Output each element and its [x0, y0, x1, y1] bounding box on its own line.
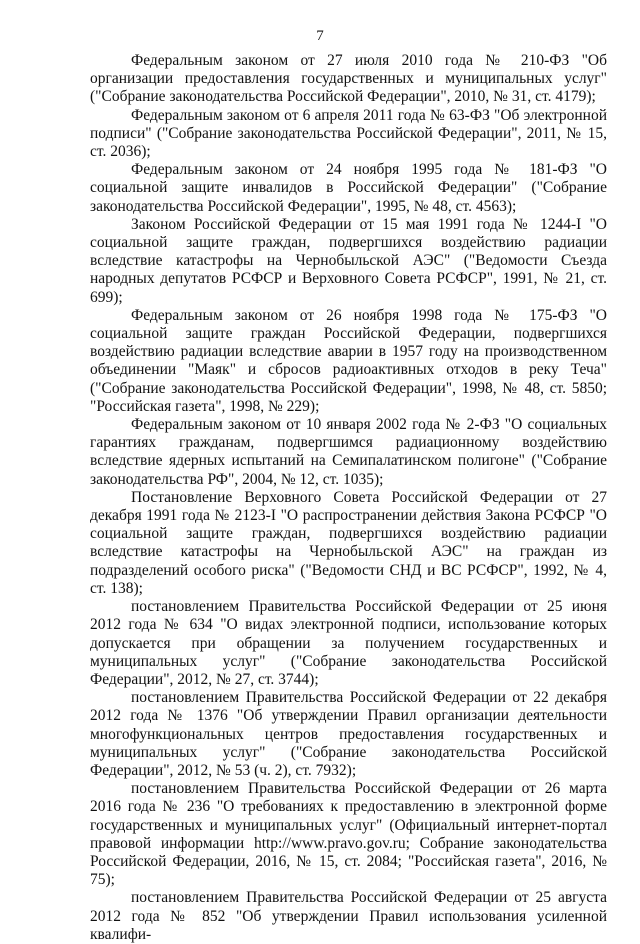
paragraph: Постановление Верховного Совета Российской Федерации от 27 декабря 1991 года № 2123-I "О распространении действия Закона РСФСР "О социальной защите граждан, подвергшихся воздействию радиации вследствие катастрофы на Чернобыльской АЭС" на граждан из подразделений особого риска" ("Ведомости СНД и ВС РСФСР", 1992, № 4, ст. 138);	[90, 488, 607, 597]
paragraph: Федеральным законом от 6 апреля 2011 года № 63-ФЗ "Об электронной подписи" ("Собрание законодательства Российской Федерации", 2011, № 15, ст. 2036);	[90, 106, 607, 161]
document-body	[90, 52, 607, 944]
paragraph: Законом Российской Федерации от 15 мая 1991 года № 1244-I "О социальной защите граждан, подвергшихся воздействию радиации вследствие катастрофы на Чернобыльской АЭС" ("Ведомости Съезда народных депутатов РСФСР и Верховного Совета РСФСР", 1991, № 21, ст. 699);	[90, 215, 607, 306]
paragraph: Федеральным законом от 26 ноября 1998 года № 175-ФЗ "О социальной защите граждан Российской Федерации, подвергшихся воздействию радиации вследствие аварии в 1957 году на производственном объединении "Маяк" и сбросов радиоактивных отходов в реку Теча" ("Собрание законодательства Российской Федерации", 1998, № 48, ст. 5850; "Российская газета", 1998, № 229);	[90, 306, 607, 415]
paragraph: Федеральным законом от 10 января 2002 года № 2-ФЗ "О социальных гарантиях гражданам, подвергшимся радиационному воздействию вследствие ядерных испытаний на Семипалатинском полигоне" ("Собрание законодательства РФ", 2004, № 12, ст. 1035);	[90, 416, 607, 488]
paragraph: Федеральным законом от 24 ноября 1995 года № 181-ФЗ "О социальной защите инвалидов в Российской Федерации" ("Собрание законодательства Российской Федерации", 1995, № 48, ст. 4563);	[90, 161, 607, 215]
paragraph: постановлением Правительства Российской Федерации от 25 августа 2012 года № 852 "Об утверждении Правил использования усиленной квалифи-	[90, 889, 607, 943]
paragraph: постановлением Правительства Российской Федерации от 22 декабря 2012 года № 1376 "Об утверждении Правил организации деятельности многофункциональных центров предоставления государственных и муниципальных услуг" ("Собрание законодательства Российской Федерации", 2012, № 53 (ч. 2), ст. 7932);	[90, 689, 607, 779]
page-number: 7	[316, 28, 324, 44]
paragraph: постановлением Правительства Российской Федерации от 25 июня 2012 года № 634 "О видах электронной подписи, использование которых допускается при обращении за получением государственных и муниципальных услуг" ("Собрание законодательства Российской Федерации", 2012, № 27, ст. 3744);	[90, 598, 607, 688]
paragraph: постановлением Правительства Российской Федерации от 26 марта 2016 года № 236 "О требованиях к предоставлению в электронной форме государственных и муниципальных услуг" (Официальный интернет-портал правовой информации http://www.pravo.gov.ru; Собрание законодательства Российской Федерации, 2016, № 15, ст. 2084; "Российская газета", 2016, № 75);	[90, 780, 607, 889]
paragraph: Федеральным законом от 27 июля 2010 года № 210-ФЗ "Об организации предоставления государственных и муниципальных услуг" ("Собрание законодательства Российской Федерации", 2010, № 31, ст. 4179);	[90, 52, 607, 106]
